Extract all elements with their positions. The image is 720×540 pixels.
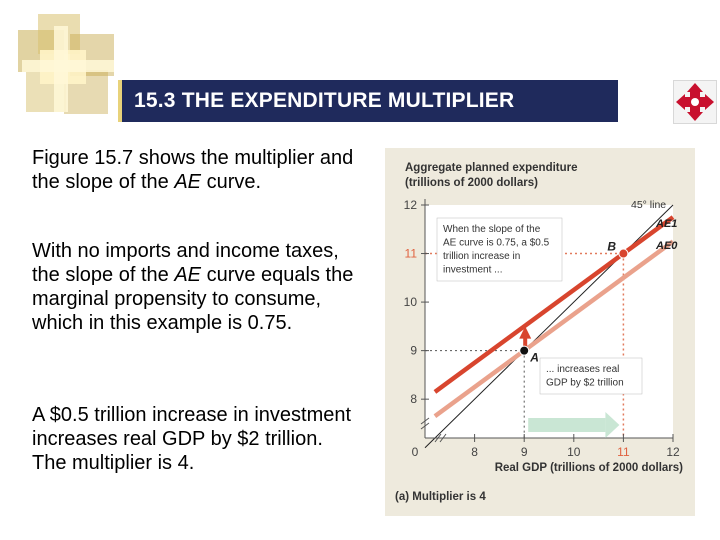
slope-note-line: AE curve is 0.75, a $0.5 (443, 237, 550, 249)
paragraph-1-ae: AE (174, 171, 202, 193)
paragraph-1 (32, 146, 362, 194)
paragraph-2-post: curve equals the marginal propensity to consume, which in this example is 0.75. (32, 264, 354, 334)
point-a (520, 346, 529, 355)
navigation-button[interactable] (673, 80, 717, 124)
point-label-b: B (607, 239, 617, 254)
series-label-45-degree: 45° line (631, 199, 667, 211)
y-tick-label: 10 (403, 295, 417, 310)
slope-note-line: investment ... (443, 264, 503, 276)
paragraph-2 (32, 239, 362, 335)
y-tick-label: 12 (403, 198, 417, 212)
y-axis-title-line-2: (trillions of 2000 dollars) (405, 177, 538, 189)
series-label-ae0: AE0 (656, 240, 678, 252)
gdp-increase-arrow (528, 418, 605, 432)
paragraph-1-post: curve. (201, 171, 262, 193)
gdp-note-line: GDP by $2 trillion (546, 377, 624, 389)
y-tick-label: 8 (410, 392, 417, 407)
x-tick-label: 8 (471, 445, 478, 459)
point-label-a: A (530, 350, 539, 365)
multiplier-chart (385, 148, 695, 516)
gdp-note-line: ... increases real (546, 364, 620, 375)
x-tick-label: 12 (666, 445, 680, 459)
title-bar (118, 80, 618, 122)
slide-title: 15.3 THE EXPENDITURE MULTIPLIER (134, 89, 515, 112)
paragraph-2-ae: AE (174, 264, 202, 286)
chart-caption: (a) Multiplier is 4 (395, 491, 486, 503)
x-axis-title: Real GDP (trillions of 2000 dollars) (494, 462, 683, 474)
x-tick-label: 9 (520, 445, 528, 459)
point-b (619, 249, 628, 258)
paragraph-3: A $0.5 trillion increase in investment increases real GDP by $2 trillion. The multiplier is 4. (32, 404, 352, 474)
slope-note-line: trillion increase in (443, 251, 521, 262)
x-tick-label: 10 (567, 445, 581, 459)
paragraph-1-pre: Figure 15.7 shows the multiplier and the slope of the (32, 147, 354, 193)
series-label-ae1: AE1 (656, 218, 678, 230)
x-tick-label: 11 (617, 445, 630, 459)
y-tick-label: 9 (410, 343, 417, 358)
y-tick-label: 11 (404, 246, 417, 261)
slope-note-line: When the slope of the (443, 224, 541, 235)
decorative-gold-squares (0, 0, 120, 130)
move-arrows-icon (674, 81, 716, 123)
y-axis-title-line-1: Aggregate planned expenditure (405, 162, 578, 174)
origin-label: 0 (411, 445, 419, 459)
paragraph-2-pre: With no imports and income taxes, the slope of the (32, 240, 339, 286)
